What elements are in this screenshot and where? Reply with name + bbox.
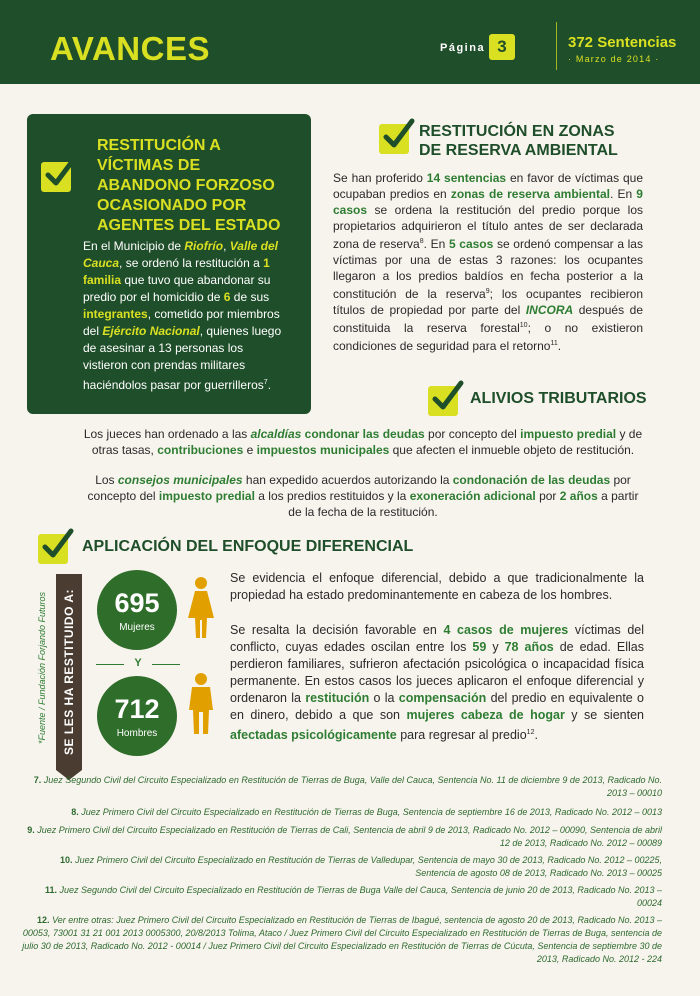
- page-label: Página: [440, 42, 486, 54]
- page-number: 3: [489, 34, 515, 60]
- women-label: Mujeres: [119, 622, 155, 633]
- enfoque-heading: APLICACIÓN DEL ENFOQUE DIFERENCIAL: [82, 538, 414, 555]
- source-note: *Fuente / Fundación Forjando Futuros: [37, 591, 47, 745]
- check-icon: [38, 534, 68, 564]
- abandono-forzoso-box: [27, 114, 311, 414]
- sentences-count: 372 Sentencias: [568, 34, 677, 51]
- abandono-heading: RESTITUCIÓN A VÍCTIMAS DE ABANDONO FORZOSO OCASIONADO POR AGENTES DEL ESTADO: [97, 137, 281, 234]
- footnote: 8. Juez Primero Civil del Circuito Especializado en Restitución de Tierras de Buga, Sentencia de septiembre 16 de 2013, Radicado No. 2012 – 0013: [71, 807, 662, 817]
- man-icon: [188, 672, 214, 734]
- reserva-heading: RESTITUCIÓN EN ZONAS DE RESERVA AMBIENTAL: [419, 123, 618, 159]
- check-icon: [428, 386, 458, 416]
- men-count: 712: [114, 694, 160, 724]
- issue-date: · Marzo de 2014 ·: [568, 54, 660, 64]
- alivios-text-1: Los jueces han ordenado a las alcaldías condonar las deudas por concepto del impuesto predial y de otras tasas, contribuciones e impuestos municipales que afecten el inmueble objeto de restitución.: [83, 427, 643, 457]
- header-bar: [0, 0, 700, 84]
- abandono-text: En el Municipio de Riofrío, Valle del Cauca, se ordenó la restitución a 1 familia que tuvo que abandonar su predio por el homicidio de 6 de sus integrantes, cometido por miembros del Ejército Nacional, quienes luego de asesinar a 13 personas los vistieron con prendas militares haciéndolos pasar por guerrilleros$^7$.: [83, 239, 282, 392]
- check-icon: [41, 162, 71, 192]
- footnote: 10. Juez Primero Civil del Circuito Especializado en Restitución de Tierras de Valledupar, Sentencia de mayo 30 de 2013, Radicado No. 2012 – 00225, Sentencia de agosto 08 de 2013, Radicado No. 2013 – 00025: [60, 855, 662, 878]
- enfoque-text-2: Se resalta la decisión favorable en 4 casos de mujeres víctimas del conflicto, cuyas edades oscilan entre los 59 y 78 años de edad. Ellas perdieron familiares, sufrieron afectación psicológica o incapacidad física permanente. En estos casos los jueces aplicaron el enfoque diferencial y ordenaron la restitución o la compensación del predio en equivalente o en dinero, debido a que son mujeres cabeza de hogar y se sienten afectadas psicológicamente para regresar al predio$^{12}$.: [230, 623, 645, 743]
- woman-icon: [186, 576, 216, 638]
- alivios-text-2: Los consejos municipales han expedido acuerdos autorizando la condonación de las deudas por concepto del impuesto predial a los predios restituidos y la exoneración adicional por 2 años a partir de la fecha de la restitución.: [87, 473, 639, 519]
- restituido-label: SE LES HA RESTITUIDO A:: [56, 574, 82, 770]
- men-count-circle: [97, 676, 177, 756]
- alivios-heading: ALIVIOS TRIBUTARIOS: [470, 390, 647, 407]
- header-divider: [556, 22, 557, 70]
- page-title: AVANCES: [50, 30, 210, 67]
- check-icon: [379, 124, 409, 154]
- footnote: 9. Juez Primero Civil del Circuito Especializado en Restitución de Tierras de Cali, Sentencia de abril 9 de 2013, Radicado No. 2012 – 00090, Sentencia de abril 12 de 2013, Radicado No. 2012 – 00089: [27, 825, 662, 848]
- footnote: 11. Juez Segundo Civil del Circuito Especializado en Restitución de Tierras de Buga Valle del Cauca, Sentencia de junio 20 de 2013, Radicado No. 2013 – 00024: [45, 885, 662, 908]
- y-divider: Y: [96, 657, 180, 671]
- reserva-text: Se han proferido 14 sentencias en favor de víctimas que ocupaban predios en zonas de reserva ambiental. En 9 casos se ordena la restitución del predio porque los propietarios adquirieron el título antes de ser declarada zona de reserva$^8$. En 5 casos se ordenó compensar a las víctimas por una de estas 3 razones: los ocupantes llegaron a los predios baldíos en fecha posterior a la constitución de la reserva$^9$; los ocupantes recibieron títulos de propiedad por parte del INCORA después de constituida la reserva forestal$^{10}$; o no existieron condiciones de seguridad para el retorno$^{11}$.: [333, 171, 644, 353]
- men-label: Hombres: [116, 728, 158, 739]
- enfoque-text-1: Se evidencia el enfoque diferencial, debido a que tradicionalmente la propiedad ha estado predominantemente en cabeza de los hombres.: [230, 571, 644, 602]
- women-count-circle: [97, 570, 177, 650]
- footnote: 7. Juez Segundo Civil del Circuito Especializado en Restitución de Tierras de Buga, Valle del Cauca, Sentencia No. 11 de diciembre 9 de 2013, Radicado No. 2013 – 00010: [33, 775, 662, 798]
- women-count: 695: [114, 588, 160, 618]
- footnote: 12. Ver entre otras: Juez Primero Civil del Circuito Especializado en Restitución de Tierras de Ibagué, sentencia de agosto 20 de 2013, Radicado No. 2013 – 00053, 73001 31 21 001 2013 0005300, 20/8/2013 Tolima, Ataco / Juez Primero Civil del Circuito Especializado en Restitución de Tierras de Buga, sentencia de julio 30 de 2013, Radicado No. 2012 - 00014 / Juez Primero Civil del Circuito Especializado en Restitución de Tierras de Cúcuta, Sentencia de septiembre 30 de 2013, Radicado No. 2012 - 224: [22, 915, 662, 964]
